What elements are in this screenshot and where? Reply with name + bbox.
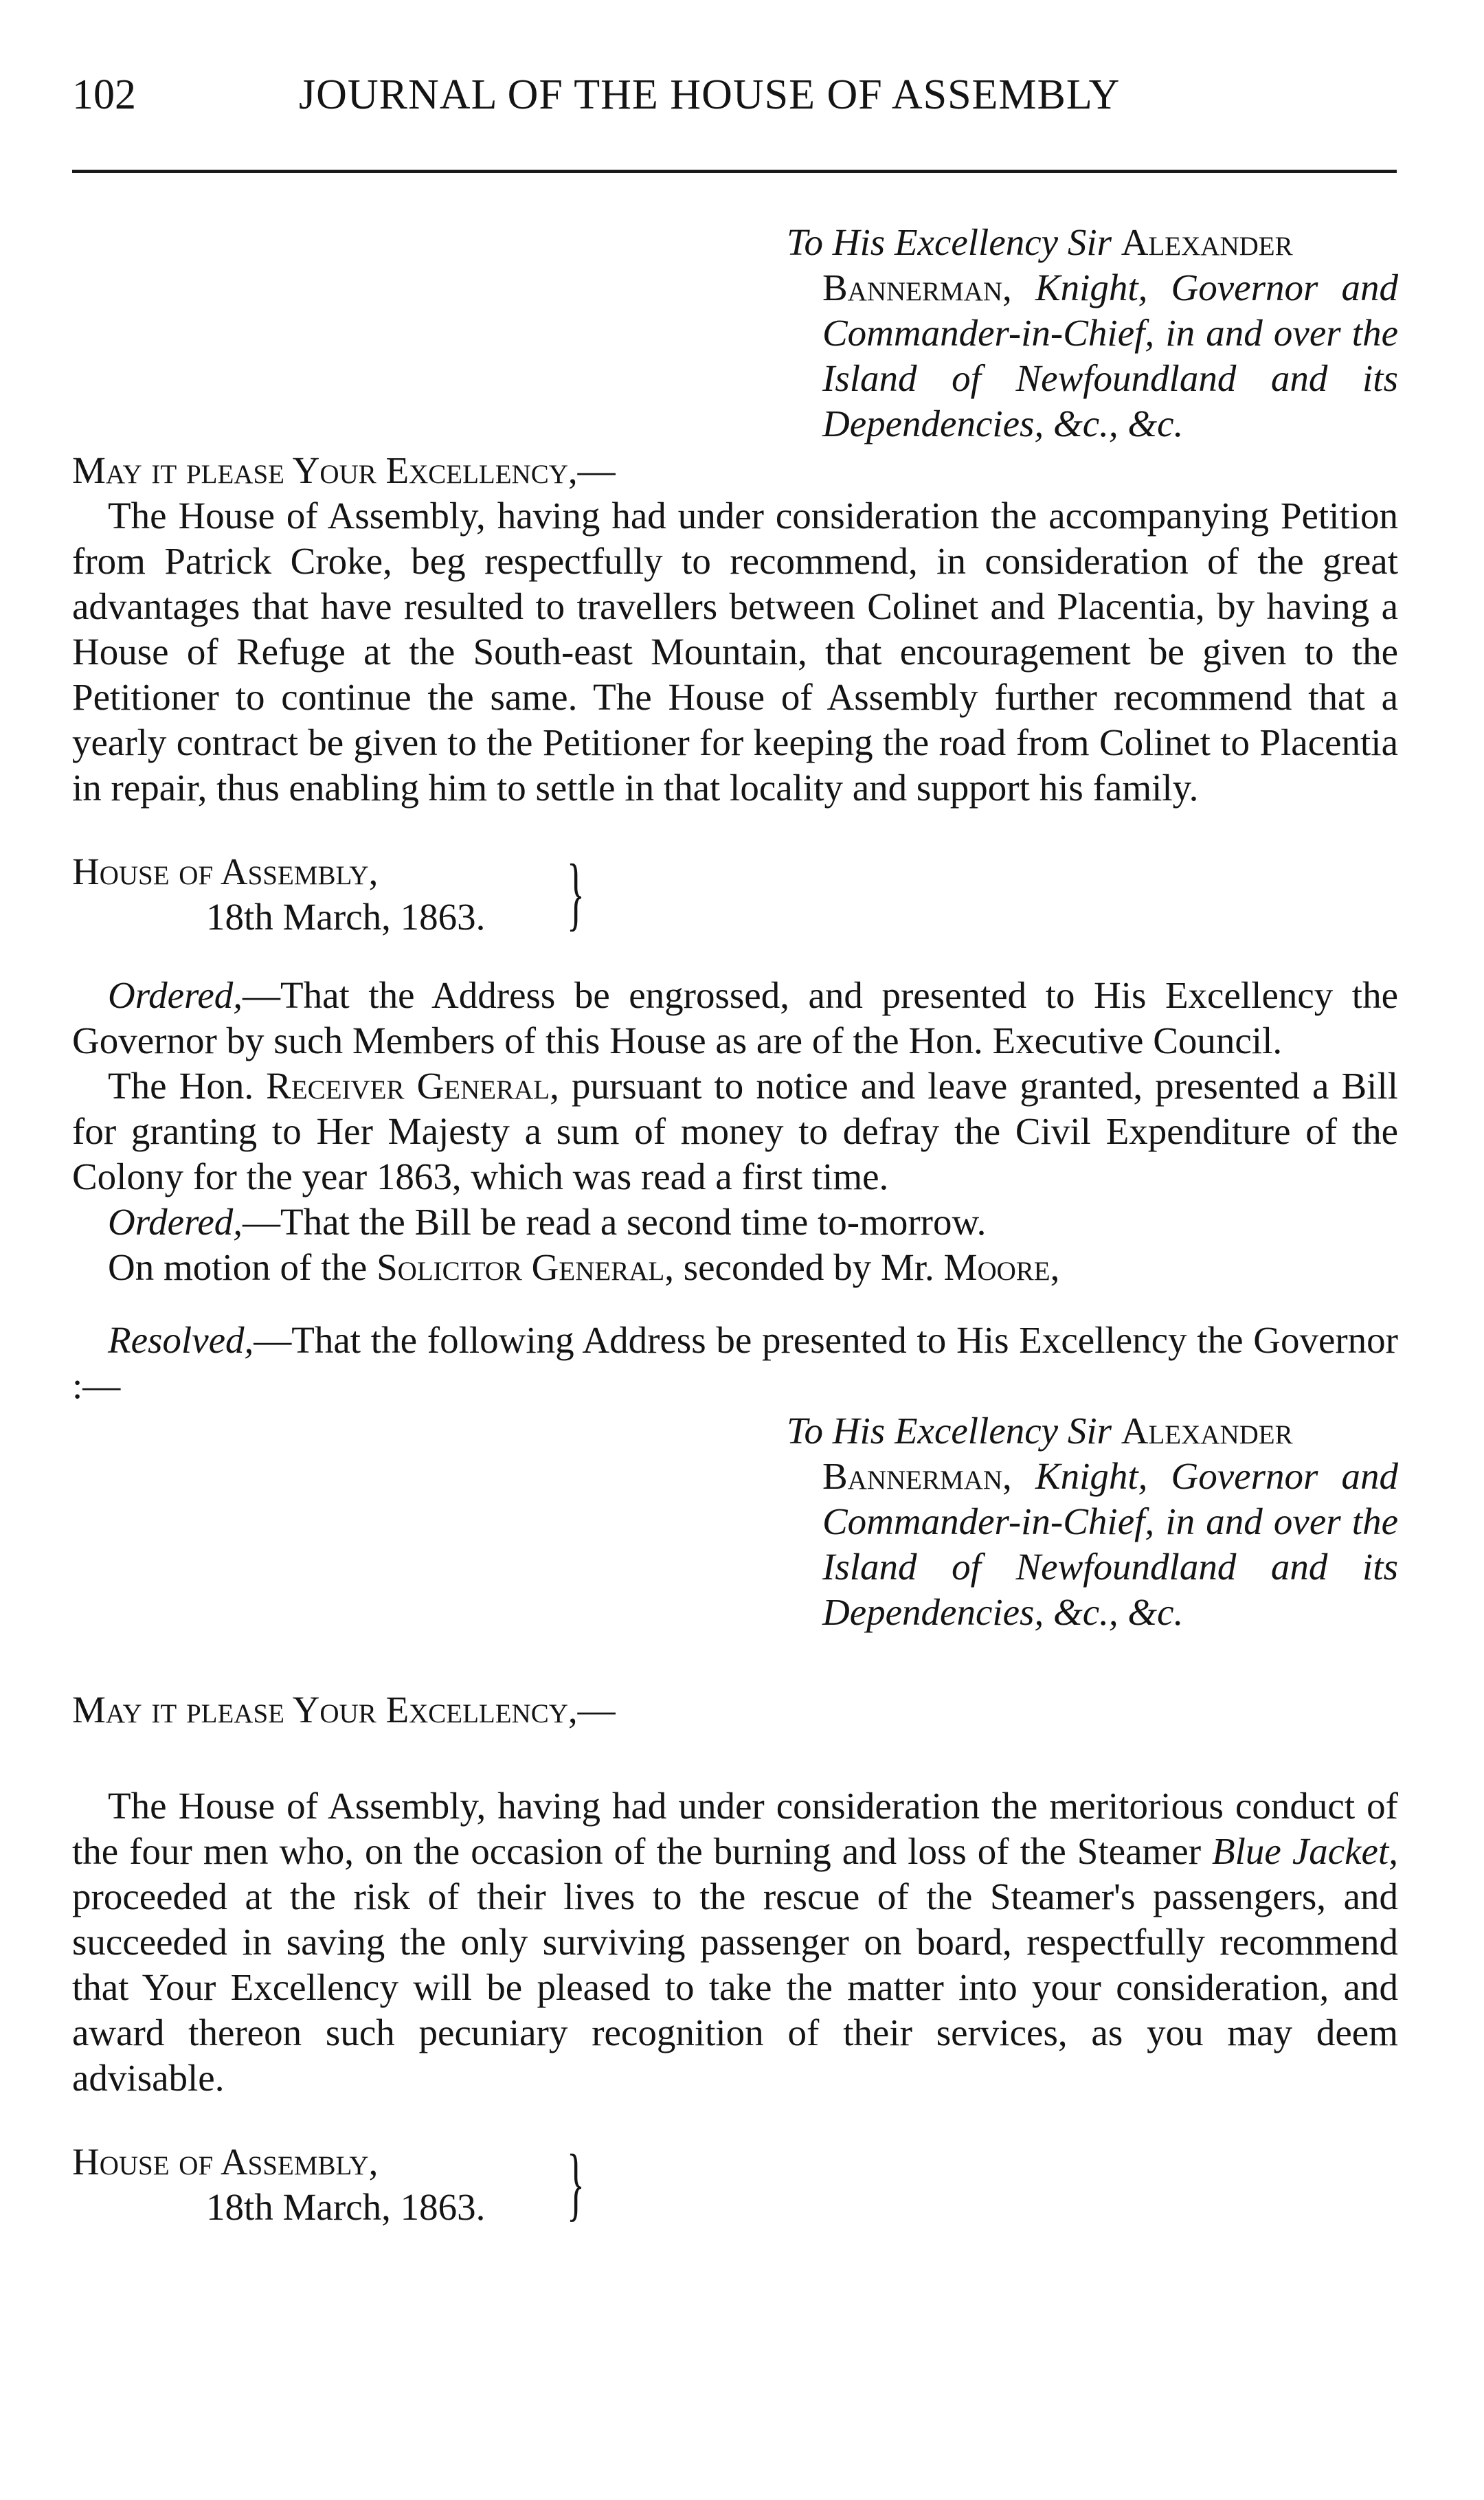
bill-paragraph [72,1063,1398,1200]
order-second-reading-paragraph [72,1200,1398,1245]
receiver-general: Receiver General, [266,1065,559,1107]
governor-titles: Knight, Governor and Commander-in-Chief, in and over the Island of Newfoundland and its Dependencies, &c., &c. [822,267,1398,444]
dateline-2 [72,2139,1398,2236]
address-to: To His Excellency Sir [787,221,1112,263]
petition-paragraph: The House of Assembly, having had under consideration the accompanying Petition from Patrick Croke, beg respectfully to recommend, in consideration of the great advantages that have resulted to travellers between Colinet and Placentia, by having a House of Refuge at the South-east Mountain, that encouragement be given to the Petitioner to continue the same. The House of Assembly further recommend that a yearly contract be given to the Petitioner for keeping the road from Colinet to Placentia in repair, thus enabling him to settle in that locality and support his family. [72,495,1398,809]
order-engross-text: —That the Address be engrossed, and presented to His Excellency the Governor by such Members of this House as are of the Hon. Executive Council. [72,974,1398,1061]
governor-name-last: Bannerman, [822,267,1012,308]
motion-mid: seconded by Mr. [683,1246,934,1288]
governor-titles: Knight, Governor and Commander-in-Chief, in and over the Island of Newfoundland and its Dependencies, &c., &c. [822,1455,1398,1633]
bill-text: pursuant to notice and leave granted, presented a Bill for granting to Her Majesty a sum of money to defray the Civil Expenditure of the Colony for the year 1863, which was read a first time. [72,1065,1399,1197]
salutation-1: May it please Your Excellency,— [72,449,616,491]
bill-pre: The Hon. [108,1065,254,1107]
motion-pre: On motion of the [108,1246,368,1288]
dateline-1 [72,849,1398,945]
order-second-reading-text: —That the Bill be read a second time to-morrow. [243,1201,987,1243]
rescue-text-part2: proceeded at the risk of their lives to the rescue of the Steamer's passengers, and succeeded in saving the only surviving passenger on board, respectfully recommend that Your Excellency will be pleased to take the matter into your consideration, and award thereon such pecuniary recognition of their services, as you may deem advisable. [72,1876,1398,2099]
ordered-label: Ordered, [108,974,243,1016]
order-engross-paragraph [72,973,1398,1063]
header-rule [72,170,1397,173]
solicitor-general: Solicitor General, [376,1246,674,1288]
dateline-house: House of Assembly, [72,2141,379,2183]
resolved-paragraph [72,1318,1398,1408]
governor-name-first: Alexander [1121,1410,1293,1452]
page-body [72,220,1398,2236]
address-heading-2 [787,1408,1398,1635]
running-head: JOURNAL OF THE HOUSE OF ASSEMBLY [299,71,1121,118]
governor-name-last: Bannerman, [822,1455,1012,1497]
resolved-label: Resolved, [108,1319,254,1361]
page-header [72,67,1398,122]
dateline-house: House of Assembly, [72,851,379,892]
motion-paragraph [72,1245,1398,1290]
dateline-date: 18th March, 1863. [206,896,486,938]
dateline-date: 18th March, 1863. [206,2186,486,2228]
rescue-text-part1: The House of Assembly, having had under consideration the meritorious conduct of the four men who, on the occasion of the burning and loss of the Steamer [72,1785,1398,1872]
brace-mark: } [567,2137,585,2229]
brace-mark: } [567,847,585,938]
resolved-text: —That the following Address be presented to His Excellency the Governor :— [72,1319,1398,1406]
address-to: To His Excellency Sir [787,1410,1112,1452]
salutation-2: May it please Your Excellency,— [72,1689,616,1731]
address-heading-1 [787,220,1398,447]
page-number: 102 [72,71,136,118]
rescue-paragraph [72,1783,1398,2101]
member-moore: Moore, [943,1246,1060,1288]
ordered-label: Ordered, [108,1201,243,1243]
steamer-name: Blue Jacket, [1212,1830,1399,1872]
governor-name-first: Alexander [1121,221,1293,263]
